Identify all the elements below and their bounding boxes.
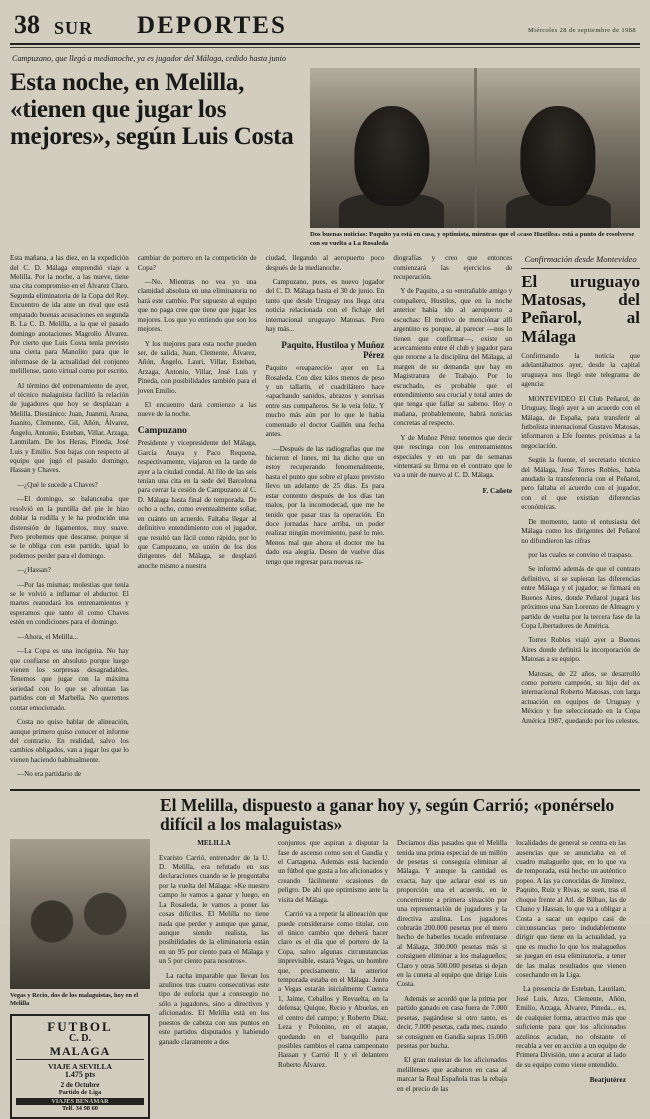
lead-photo-caption: Dos buenas noticias: Paquito ya está en casa, y optimista, mientras que el «caso Hustilea» está a punto de resolverse con su vuelta a La Rosaleda — [310, 231, 635, 247]
paragraph: Esta mañana, a las diez, en la expedición del C. D. Málaga emprendió viaje a Melilla. Por la noche, a las nueve, tiene una cita compromiso en el Álvarez Claro. Segunda eliminatoria de la Copa del Rey. Encuentro de ida ante un rival que está empatado buenas acusaciones en segunda B. La C. D. Melilla, a la que el pasado domingo anotaciones Magrollo Álvarez. Por cierto que Luis Costa tenía previsto una cierta para Manolito para que le informase de la actualidad del conjunto melillense, tanto virtual como por escrito. — [10, 254, 129, 376]
paragraph: El encuentro dará comienzo a las nueve de la noche. — [137, 401, 257, 419]
paragraph: —Después de las radiografías que me hicieron el lunes, mi ha dicho que un estoy recuperando fenomenalmente, hasta el punto que sobre el plazo previsto llevo un adelanto de 25 días. Es para estar contento después de los días tan malos, por la incomodecad, que me he tenido que pasar tras la operación. En doce jornadas hace arriba, un poder realizar ningún movimiento, pasé lo mío. Menos mal que ahora el doctor me ha dado esa alegría. Deseo de vuelve días tengo que regresar para nuevas ra- — [265, 444, 385, 566]
paragraph: por las cuales se convino el traspaso. — [528, 551, 633, 559]
masthead — [0, 0, 650, 40]
paragraph: ciudad, llegando al aeropuerto poco después de la medianoche. — [265, 254, 385, 272]
secondary-photo-caption: Vegas y Recio, dos de los malaguistas, hoy en el Melilla — [10, 992, 139, 1008]
column-2 — [138, 254, 257, 785]
lead-article-top — [0, 68, 650, 252]
paragraph: Torres Robles viajó ayer a Buenos Aires donde definirá la incorporación de Matosas a su equipo. — [521, 636, 640, 664]
paragraph: Se informó además de que el contrato definitivo, si se supieran las diferencias entre Málaga y el jugador, se firmará en Buenos Aires, donde Peñarol jugará los próximos una San Lorenzo de Almagro y partido de vuelta por la tercera fase de la Copa Libertadores de América. — [521, 565, 640, 630]
paragraph: localidades de general se centra en las ausencias que se anunciaba en el cuadro malagueño que, en lo que va de temporada, está hecho un auténtico popeo. A las ya conocidas de Jiménez, Paquito, Ruiz y Rivas, se suen, tras el choque frente al Atl. de Bilbao, las de Chano y Hassan, lo que va a obligar a Costa a sacar un equipo casi de circunstancias pero indudablemente dirigir que tiene en la actualidad, ya que es mucho lo que los malagueños se juegan en esta eliminatoria, a tener de las malas resultados que vienen cosechando en la Liga. — [516, 839, 626, 980]
page-number: 38 — [14, 10, 40, 39]
ad-line-futbol: FUTBOL — [47, 1019, 113, 1035]
paragraph: Al término del entrenamiento de ayer, el técnico malaguista facilitó la relación de jugadores que hoy se desplazan a Melilla. Diestánico: Juan, Juanmi, Arana, Juanito, Clemente, Gil, Añón, Álvarez, Ángelo, Antonio, Esteban, Villar, Arzaga, Lanmilam. De los Heras, Pineda, José Luis y Emilio. Son bajas con respecto al equipo que jugó el pasado domingo, Hassan y Chaves. — [10, 381, 129, 475]
paragraph: Carrió va a repetir la alineación que puede considerarse como titular, con el único cambio que deberá hacer claro es el día que el portero de la Copa, salvo algunas circunstancias imprevisible, estará Vegas, un hombre que, precisamente, la anterior temporada estaba en el Málaga. Junto a Vegas estarán inicialmente Cuenca 1, Jaime, Ceballos y Revuelta, en la defensa; Quique, Recio y Abuelas, en el centro del campo; y Roberto Díaz, Leza y Polonino, en el ataque, quedando en el banquillo para posibles cambios el cama campeonato Hassan y Carrió II y el delantero Roberto Álvarez. — [278, 910, 388, 1069]
dateline: MELILLA — [197, 839, 231, 848]
ad-line-cd: C. D. — [69, 1033, 91, 1045]
issue-date: Miércoles 28 de septiembre de 1988 — [527, 27, 636, 34]
paragraph: Campuzano, pues, es nuevo jugador del C. D. Málaga hasta el 30 de junio. En tanto que desde Uruguay nos llega otra noticia relacionada con el fichaje del internacional uruguayo Matosas. Pero hay más... — [265, 277, 385, 334]
ad-line-agency: VIAJES BENAMAR — [16, 1098, 144, 1105]
paragraph: Y de Paquito, a su «entrañable amigo y compañero, Hustilos, que en la noche anterior había ido al aeropuerto a escuchas: El motivo de menciónar allí argentino es porque, al parecer —nos lo tienen que confirmar—, existe un acercamiento entre él club y jugador para que retorne a la disciplina del Málaga, al margen de su demanda que hay en Magistratura de Trabajo. Por lo escuchado, es probable que el entendimiento sea crucial y total antes de que tenga que fallar su sabeno. Hoy o mañana, probablemente, habrá noticias concretas al respecto. — [393, 287, 513, 428]
secondary-photo — [10, 839, 150, 989]
paragraph: Costa no quiso hablar de alineación, aunque primero quiso conocer el informe del contrario. En realidad, salvo los cambios obligados, van a jugar los que lo vienen haciendo habitualmente. — [10, 718, 129, 764]
secondary-column-4 — [516, 839, 626, 1119]
paragraph: Y los mejores para esta noche pueden ser, de salida, Juan, Clemente, Álvarez, Añón, Ángelo, Lauri, Villar, Esteban, Arzaga, Antonio, Villar, José Luis y Pineda, con posibilidades también para el joven Emilio. — [137, 339, 257, 395]
section-byline: Paquito, Hustiloa y Muñoz Pérez — [281, 339, 385, 360]
secondary-column-3 — [397, 839, 507, 1119]
page-title: Esta noche, en Melilla, «tienen que jugar los mejores», según Luis Costa — [10, 69, 294, 150]
paragraph: —¿Qué le sucede a Chaves? — [17, 480, 98, 489]
ad-line-malaga: MALAGA — [49, 1043, 111, 1058]
paragraph: —¿Hassan? — [17, 566, 51, 575]
paragraph: Confirmando la noticia que adelantábamos ayer, desde la capital uruguaya nos llegó este telegrama de agencia: — [521, 351, 640, 389]
paragraph: —No era partidario de — [17, 770, 82, 779]
secondary-article — [10, 789, 640, 1119]
paragraph: Además se acordó que la prima por partido ganado en casa fuera de 7.000 pesetas, pagándose si otro tanto, es decir, 7.000 pesetas, cada mes, cuando se consiguen en Gandía supras 15.000 pesetas por bucha. — [397, 994, 507, 1050]
advertisement[interactable] — [10, 1014, 150, 1119]
paragraph: Según la fuente, el secretario técnico del Málaga, José Torres Robles, había anudado la transferencia con el Peñarol, pero faltaba el acuerdo con el jugador, con el que existían diferencias económicas. — [521, 456, 640, 512]
paragraph: cambiar de portero en la competición de Copa? — [137, 254, 257, 272]
paragraph: —La Copa es una incógnita. No hay que confiarse en absoluto porque luego vienen los sorpresas desagradables. Tenemos que jugar con la máxima seriedad con lo que se afrontan las partidos con el Marbella. No queremos contar emocionado. — [10, 647, 129, 712]
secondary-article-title: El Melilla, dispuesto a ganar hoy y, según Carrió; «ponérselo difícil a los malaguistas» — [160, 794, 615, 834]
ad-line-phone: Telf. 34 98 60 — [62, 1105, 98, 1113]
paragraph: Y de Muñoz Pérez tenemos que decir que rescinga con los entrenamientos especiales y en un par de semanas «intentará su firma en el contrato que le va a unir de nuevo al C. D. Málaga. — [393, 433, 513, 480]
ad-line-trip: VIAJE A SEVILLA — [48, 1061, 112, 1071]
article-signature: F. Cañete — [482, 485, 513, 495]
right-article-title: El uruguayo Matosas, del Peñarol, al Málaga — [521, 271, 640, 346]
paragraph: Presidente y vicepresidente del Málaga, García Anaya y Paco Requena, respectivamente, viajaron en la tarde de ayer a la ciudad condal. Al filo de las seis tenían una cita en la sede del Barcelona para cerrar la cesión de Campuzano al C. D. Málaga hasta final de temporada. De ocho a ocho, como eventualmente soñar, en cuánto un acuerdo. Faltaba llegar al definitivo entendimiento con el jugador, que resultó tan fácil como rápido, por lo que Campuzano, en unión de los dos dirigentes del Málaga, se desplazó anoche mismo a nuestra — [137, 439, 257, 570]
lead-article-columns — [0, 252, 650, 785]
ad-line-date: 2 de Octubre — [60, 1081, 100, 1090]
secondary-signature: Beatjutérez — [589, 1075, 626, 1085]
paper-name: SUR — [54, 18, 94, 38]
paragraph: —El domingo, se balanceaba que resolvió en la puntilla del pie le hizo doblar la rodilla y le ha producido una distensión de ligamentos, muy suave. Pero probemos que descanse, porque si se le obliga con este partido, igual lo podemos perder para el domingo. — [10, 495, 129, 560]
paragraph: —Ahora, el Melilla... — [17, 632, 79, 641]
paragraph: conjuntos que aspiran a disputar la fase de ascenso como son el Gandía y el Cartagena. Además está haciendo un fútbol que gusta a los aficionados y creando fácilmente ocasiones de peligro. De ahí que optimismo ante la visita del Málaga. — [278, 839, 388, 904]
paragraph: Matosas, de 22 años, se desarrolló como portero campeón, su hijo del ex internacional Roberto Matosas, con larga actuación en equipos de Uruguay y México y fue seleccionado en la Copa América 1987, quedando por los celestes. — [521, 669, 640, 725]
secondary-column-2 — [278, 839, 388, 1119]
paragraph: diografías y creo que entonces comienzará las ejercicios de recuperación. — [393, 254, 513, 281]
column-right-article — [521, 254, 640, 785]
column-4 — [393, 254, 512, 785]
paragraph: MONTEVIDEO El Club Peñarol, de Uruguay, llegó ayer a un acuerdo con el Málaga, de España, para transferir al futbolista internacional Gustavo Matosas, informaron a Efe fuentes próximas a la negociación. — [521, 394, 640, 450]
paragraph: La presencia de Esteban, Laurilam, José Luis, Arzo, Clemente, Añón, Emilio, Arzaga, Álvarez, Pineda... es, de cualquier forma, atractivo más que suficiente para que los aficionados azulinos acudan, no obstante el recabla a ver en acción a un equipo de Primera División, uno a acurar al lado de su equipo como viene entendido. — [516, 985, 626, 1069]
section-title: DEPORTES — [137, 12, 287, 39]
paragraph: —No. Mientras no vea yo una clamidad absoluta en una eliminatoria no hará este cambio. Por supuesto al equipo que no paga cree que tiene que jugar los mejores. Los que yo entiendo que son los mejores. — [137, 277, 257, 334]
ad-line-match: Partido de Liga — [58, 1089, 102, 1097]
paragraph: De momento, tanto el entusiasta del Málaga como los dirigentes del Peñarol no difundieron las cifras — [521, 517, 640, 545]
paragraph: Paquito «reapareció» ayer en La Rosaleda. Con diez kilos menos de peso y un tallarín, el cuadrilátero hace «apachando sanidos, abrazos y sonrisas entre sus compañeros. Se le veía feliz. Y mucho más aún por lo que le había comentado el doctor Gaillén una fecha antes. — [265, 364, 385, 439]
secondary-column-1 — [159, 839, 269, 1119]
paragraph: Decíamos días pasados que el Melilla tenida una prima especial de un millón de pesetas si conseguía eliminar al Málaga. Y aunque la cantidad es exacta, hay que aclarar esté es un proporción una el acuerdo, en le concerniente a primera situación por una representación de jugadores y la directiva azulina. Los jugadores cobrarán 200.000 pesetas por el mero hecho de haberles tocado enfrentarse al Málaga, 300.000 pesetas más si consiguen eliminar a los malagueños; Claro y otras 500.000 pesetas si dejan en la cuneta al equipo que dirige Luis Costa. — [397, 839, 507, 989]
paragraph: La racha imparable que llevan los azulinos tras cuatro consecutivas este tipo de euforia que a consuegio no sólo a jugadores, sino a directivos y aficionados. El Melilla está en los puestos de cabeza con sus puntos en este partidos disputados y habiendo ganado claramente a dos — [159, 971, 269, 1046]
ad-line-price: 1.475 pts — [64, 1069, 96, 1079]
paragraph: El gran malestar de los aficionados melillenses que acabaron en casa al marcar la Real Española tras la rebaja en el precio de las — [397, 1056, 507, 1093]
masthead-rule — [10, 43, 640, 45]
article-kicker: Campuzano, que llegó a medianoche, ya es jugador del Málaga, cedido hasta junio — [12, 53, 287, 63]
paragraph: —Por las mismas; molestias que tenía se le volvió a inflamar el abductor. El martes reanudará los entrenamientos y esperamos que tanto él como Chaves estén en condiciones para el domingo. — [10, 580, 129, 627]
column-3 — [266, 254, 385, 785]
column-1 — [10, 254, 129, 785]
right-article-overline: Confirmación desde Montevideo — [521, 254, 640, 268]
paragraph: Evaristo Carrió, entrenador de la U. D. Melilla, era refutado en sus declaraciones cuando se le preguntaba por la vuelta del Málaga: «Ke nuestro campo lo vamos a ganar y luego, en La Rosaleda, le vamos a poner las cosas difíciles. El Melilla no tiene nada que perder y aunque que ganar, aunque siendo realista, las posibilidades de la eliminatoria están en un 95 por ciento para el Málaga y un 5 por ciento para nosotros». — [159, 853, 269, 966]
subheading-campuzano: Campuzano — [137, 425, 187, 436]
lead-photo — [310, 68, 640, 228]
